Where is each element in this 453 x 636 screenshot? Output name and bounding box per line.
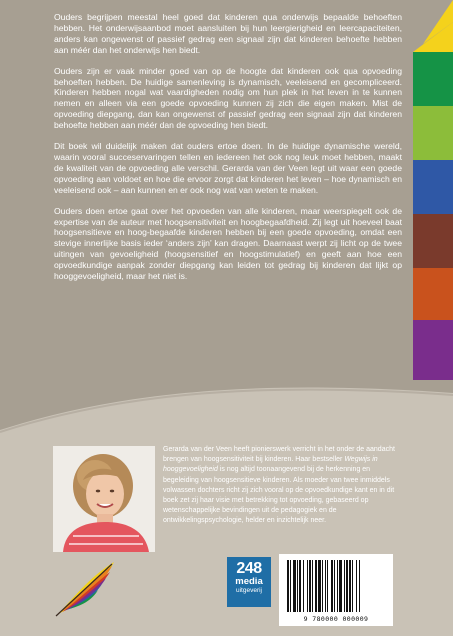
blurb-paragraph-1: Ouders begrijpen meestal heel goed dat kinderen qua onderwijs bepaalde behoeften hebben. Het onderwijsaanbod moet aansluiten bij hun leergierigheid en leercapaciteiten, anders kan ongewenst of passief gedrag een signaal zijn dat kinderen behoefte hebben aan méér dan het onderwijs hen biedt. bbox=[54, 12, 402, 55]
author-portrait-icon bbox=[53, 446, 155, 552]
barcode-digits: 9 780000 000009 bbox=[303, 615, 369, 623]
orange-stripe bbox=[413, 268, 453, 320]
author-bio bbox=[163, 445, 401, 527]
light-green-stripe bbox=[413, 106, 453, 160]
rainbow-feather-icon bbox=[54, 556, 118, 618]
author-photo bbox=[53, 446, 155, 552]
bio-text-start: Gerarda van der Veen heeft pionierswerk verricht in het onder de aandacht brengen van hoogsensitiviteit bij kinderen. Haar bestseller bbox=[163, 446, 395, 464]
blurb-text bbox=[54, 12, 402, 292]
blurb-paragraph-2: Ouders zijn er vaak minder goed van op de hoogte dat kinderen ook qua opvoeding behoeften hebben. De huidige samenleving is dynamisch, veeleisend en gecompliceerd. Kinderen hebben nogal wat vaardigheden nodig om hun plek in het leven in te kunnen nemen en alleen via een goede opvoeding kunnen zij zich die eigen maken. Mist de opvoeding diepgang, dan kan ongewenst of passief gedrag een signaal zijn dat kinderen behoefte hebben aan méér dan de opvoeding hen biedt. bbox=[54, 65, 402, 131]
publisher-word: media bbox=[235, 576, 263, 587]
yellow-stripe bbox=[413, 0, 453, 52]
barcode-bars-icon bbox=[285, 560, 387, 612]
blurb-paragraph-3: Dit boek wil duidelijk maken dat ouders ertoe doen. In de huidige dynamische wereld, waarin vooral succeservaringen tellen en iedereen het ook nog leuk moet hebben, maakt de kwaliteit van de opvoeding alle verschil. Gerarda van der Veen legt uit waar een goede opvoeding aan voldoet en hoe die ervoor zorgt dat kinderen het leven – hoe dynamisch en veeleisend ook – aan kunnen en er ook nog wat van weten te maken. bbox=[54, 141, 402, 195]
blurb-paragraph-4: Ouders doen ertoe gaat over het opvoeden van alle kinderen, maar weerspiegelt ook de expertise van de auteur met hoogsensitiviteit en hoogbegaafdheid. Zij legt uit hoeveel baat hoogsensitieve en hoog-begaafde kinderen hebben bij een goede opvoeding, omdat een stevige innerlijke basis ieder ‘anders zijn’ kan dragen. Daarnaast werpt zij licht op de twee uitingen van gevoeligheid (hoogsensitief en hoogstimulatief) en geeft aan hoe een opvoedkundige aanpak zonder diepgang kan leiden tot gedrag bij kinderen dat lijkt op hooggevoeligheid, maar het niet is. bbox=[54, 205, 402, 282]
bio-text-end: is nog altijd toonaangevend bij de herkenning en begeleiding van hoogsensitieve kinderen. Als moeder van twee inmiddels volwassen dochters richt zij zich vooral op de opvoedkundige kant en in dit boek zet zij haar visie met betrekking tot opvoeding, gebaseerd op wetenschappelijke bevindingen uit de pedagogiek en de ontwikkelingspsychologie, helder en inzichtelijk neer. bbox=[163, 466, 395, 525]
publisher-logo bbox=[227, 557, 271, 607]
green-stripe bbox=[413, 52, 453, 106]
publisher-number: 248 bbox=[236, 560, 262, 577]
brown-stripe bbox=[413, 214, 453, 268]
blue-stripe bbox=[413, 160, 453, 214]
isbn-barcode bbox=[279, 554, 393, 626]
publisher-sub: uitgeverij bbox=[235, 587, 262, 594]
purple-stripe bbox=[413, 320, 453, 380]
color-stripes bbox=[413, 0, 453, 380]
bio-book-title: Wegwijs in hooggevoeligheid bbox=[163, 456, 378, 474]
